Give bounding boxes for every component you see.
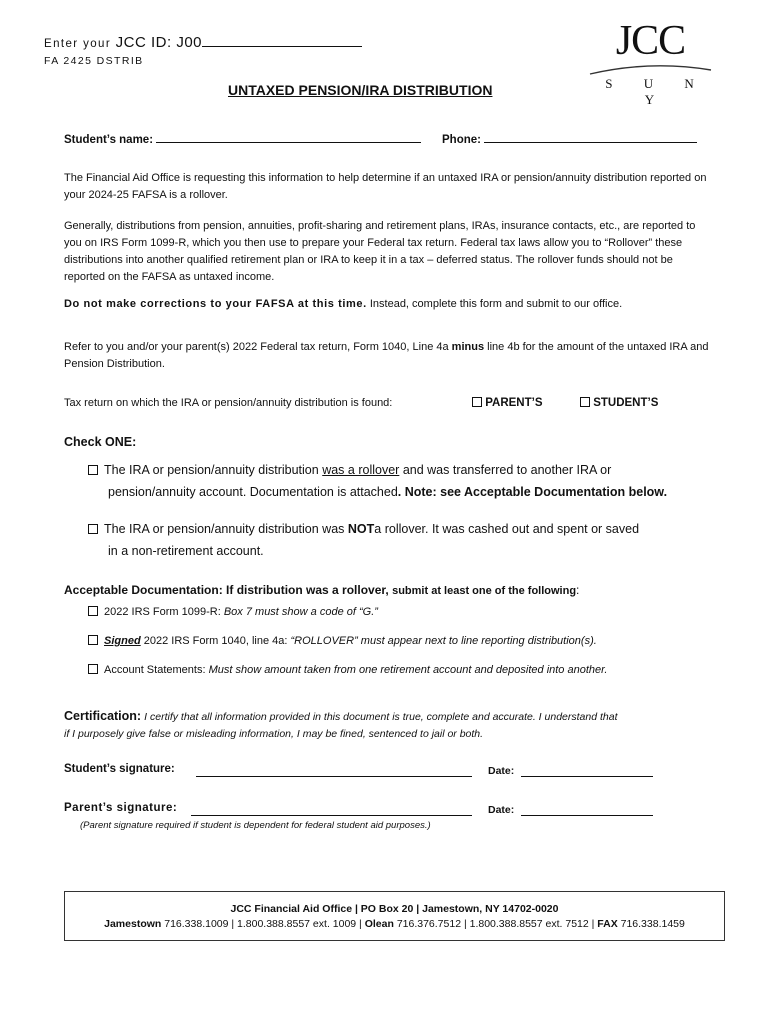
logo-text: JCC — [615, 18, 686, 64]
intro-paragraph-4: Refer to you and/or your parent(s) 2022 Federal tax return, Form 1040, Line 4a minus line 4b for the amount of the untaxed IRA and Pension Distribution. — [64, 341, 709, 370]
tax-return-label: Tax return on which the IRA or pension/annuity distribution is found: — [64, 397, 393, 409]
intro-paragraph-3: Do not make corrections to your FAFSA at this time. Instead, complete this form and submit to our office. — [64, 298, 623, 310]
page-title: UNTAXED PENSION/IRA DISTRIBUTION — [228, 82, 493, 98]
documentation-heading: Acceptable Documentation: If distribution was a rollover, submit at least one of the following: — [64, 583, 580, 597]
doc-item-1099r: 2022 IRS Form 1099-R: Box 7 must show a code of “G.” — [88, 606, 378, 618]
certification-label: Certification: — [64, 709, 142, 723]
parent-checkbox[interactable] — [472, 397, 482, 407]
parent-signature-note: (Parent signature required if student is dependent for federal student aid purposes.) — [80, 820, 431, 831]
student-name-field[interactable] — [156, 130, 421, 143]
intro-paragraph-2: Generally, distributions from pension, annuities, profit-sharing and retirement plans, IRAs, insurance contacts, etc., are reported to you on IRS Form 1099-R, which you then use to prepare your Federal tax return. Federal tax laws allow you to “Rollover” these distributions into another qualified retirement plan or IRA to keep it in a tax – deferred status. The rollover funds should not be reported on the FAFSA as untaxed income. — [64, 220, 696, 283]
student-option[interactable]: STUDENT’S — [580, 397, 658, 409]
not-rollover-checkbox[interactable] — [88, 524, 98, 534]
intro-paragraph-1: The Financial Aid Office is requesting this information to help determine if an untaxed IRA or pension/annuity distribution reported on your 2024-25 FAFSA is a rollover. — [64, 172, 707, 201]
footer-contact-box — [64, 891, 725, 941]
footer-address: JCC Financial Aid Office | PO Box 20 | Jamestown, NY 14702-0020 — [230, 903, 559, 915]
jcc-suny-logo — [588, 18, 713, 107]
id-prefix: JCC ID: J00 — [115, 34, 203, 51]
certification: Certification: I certify that all information provided in this document is true, complete and accurate. I understand that if I purposely give false or misleading information, I may be fined, sentenced to jail or both. — [64, 709, 618, 740]
parent-signature-field[interactable] — [191, 802, 472, 816]
rollover-checkbox[interactable] — [88, 465, 98, 475]
doc-item-statements: Account Statements: Must show amount taken from one retirement account and deposited into another. — [88, 664, 607, 676]
option-rollover: The IRA or pension/annuity distribution was a rollover and was transferred to another IRA or pension/annuity account. Documentation is attached. Note: see Acceptable Documentation below. — [88, 459, 738, 503]
phone-field[interactable] — [484, 130, 697, 143]
student-date-label: Date: — [488, 765, 515, 777]
student-signature-label: Student’s signature: — [64, 763, 175, 775]
parent-date-label: Date: — [488, 804, 515, 816]
doc-statements-checkbox[interactable] — [88, 664, 98, 674]
check-one-heading: Check ONE: — [64, 435, 137, 449]
phone-row — [442, 130, 697, 146]
student-checkbox[interactable] — [580, 397, 590, 407]
phone-label: Phone: — [442, 134, 481, 146]
logo-swoosh — [588, 62, 713, 76]
student-name-label: Student’s name: — [64, 134, 154, 146]
doc-item-1040: Signed 2022 IRS Form 1040, line 4a: “ROLLOVER” must appear next to line reporting distribution(s). — [88, 635, 597, 647]
parent-option[interactable]: PARENT’S — [472, 397, 543, 409]
footer-phones: Jamestown 716.338.1009 | 1.800.388.8557 ext. 1009 | Olean 716.376.7512 | 1.800.388.8557 ext. 7512 | FAX 716.338.1459 — [104, 918, 685, 930]
id-field[interactable] — [202, 32, 362, 47]
parent-date-field[interactable] — [521, 802, 653, 816]
student-name-row — [64, 130, 421, 146]
logo-sub: S U N Y — [605, 76, 708, 107]
doc-1099r-checkbox[interactable] — [88, 606, 98, 616]
id-label: Enter your — [44, 38, 112, 50]
option-not-rollover: The IRA or pension/annuity distribution was NOTa rollover. It was cashed out and spent or saved in a non-retirement account. — [88, 518, 738, 562]
parent-signature-label: Parent’s signature: — [64, 802, 178, 814]
student-signature-field[interactable] — [196, 763, 472, 777]
form-code: FA 2425 DSTRIB — [44, 55, 144, 67]
student-date-field[interactable] — [521, 763, 653, 777]
doc-1040-checkbox[interactable] — [88, 635, 98, 645]
id-line — [44, 32, 362, 51]
no-corrections-warning: Do not make corrections to your FAFSA at this time. — [64, 298, 367, 310]
